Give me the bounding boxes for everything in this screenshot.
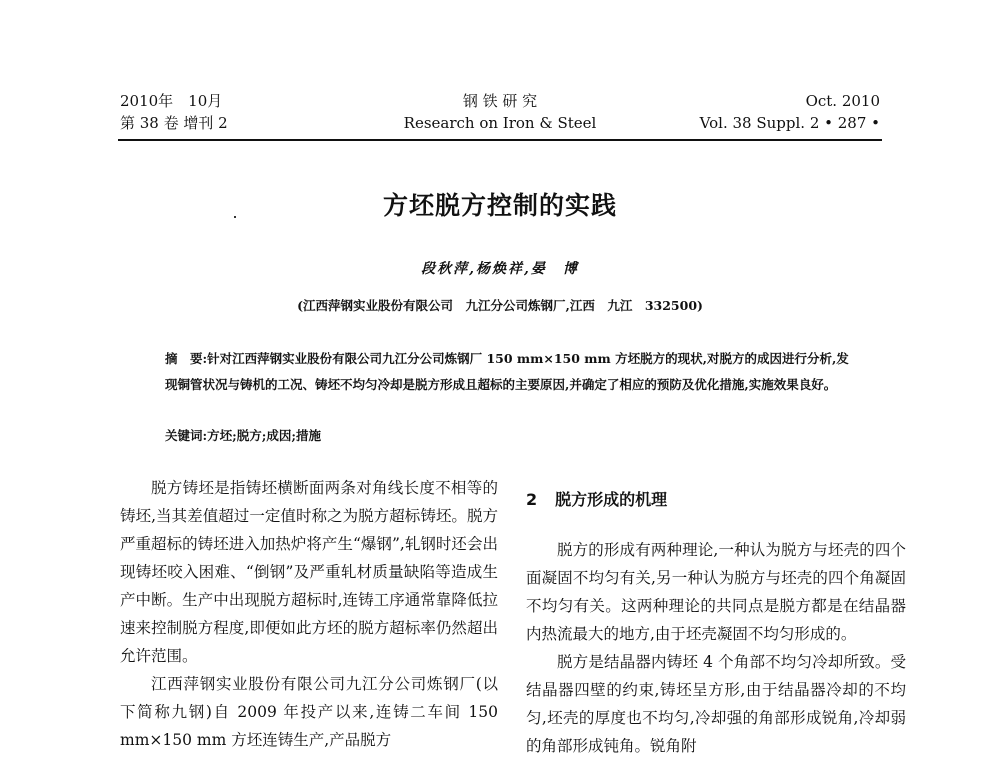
keywords-text: 方坯;脱方;成因;措施 bbox=[207, 428, 321, 443]
journal-name bbox=[360, 90, 640, 134]
authors: 段秋萍,杨焕祥,晏 博 bbox=[421, 261, 579, 277]
section-title: 脱方形成的机理 bbox=[555, 490, 668, 509]
abstract bbox=[165, 346, 855, 398]
section-heading bbox=[526, 486, 906, 514]
volume-supplement: 第 38 卷 增刊 2 bbox=[120, 114, 228, 132]
issue-date: 2010年 10月 bbox=[120, 92, 223, 110]
intro-paragraph-1: 脱方铸坯是指铸坯横断面两条对角线长度不相等的铸坯,当其差值超过一定值时称之为脱方超标铸坯。脱方严重超标的铸坯进入加热炉将产生“爆钢”,轧钢时还会出现铸坯咬入困难、“倒钢”及严重轧材质量缺陷等造成生产中断。生产中出现脱方超标时,连铸工序通常靠降低拉速来控制脱方程度,即便如此方坯的脱方超标率仍然超出允许范围。 bbox=[120, 479, 498, 665]
paper-title: 方坯脱方控制的实践 bbox=[382, 191, 617, 220]
journal-date-volume bbox=[120, 90, 228, 134]
section-number: 2 bbox=[526, 490, 538, 509]
right-column bbox=[526, 486, 906, 760]
issue-date-en: Oct. 2010 bbox=[805, 92, 880, 110]
left-column bbox=[120, 474, 498, 754]
affiliation: (江西萍钢实业股份有限公司 九江分公司炼钢厂,江西 九江 332500) bbox=[297, 298, 703, 313]
mechanism-paragraph-1: 脱方的形成有两种理论,一种认为脱方与坯壳的四个面凝固不均匀有关,另一种认为脱方与坯壳的四个角凝固不均匀有关。这两种理论的共同点是脱方都是在结晶器内热流最大的地方,由于坯壳凝固不均匀形成的。 bbox=[526, 541, 906, 643]
header-rule bbox=[118, 139, 882, 141]
keywords-label: 关键词: bbox=[165, 428, 208, 443]
journal-date-volume-en bbox=[660, 90, 880, 134]
journal-name-en: Research on Iron & Steel bbox=[403, 114, 597, 132]
keywords bbox=[165, 426, 855, 444]
mechanism-paragraph-2: 脱方是结晶器内铸坯 4 个角部不均匀冷却所致。受结晶器四壁的约束,铸坯呈方形,由于结晶器冷却的不均匀,坯壳的厚度也不均匀,冷却强的角部形成锐角,冷却弱的角部形成钝角。锐角附 bbox=[526, 653, 906, 755]
volume-page-en: Vol. 38 Suppl. 2 • 287 • bbox=[699, 114, 880, 132]
abstract-text: 针对江西萍钢实业股份有限公司九江分公司炼钢厂 150 mm×150 mm 方坯脱方的现状,对脱方的成因进行分析,发现铜管状况与铸机的工况、铸坯不均匀冷却是脱方形成且超标的主要原因,并确定了相应的预防及优化措施,实施效果良好。 bbox=[165, 351, 849, 392]
journal-name-cn: 钢 铁 研 究 bbox=[462, 92, 538, 110]
abstract-label: 摘 要: bbox=[165, 351, 208, 366]
intro-paragraph-2: 江西萍钢实业股份有限公司九江分公司炼钢厂(以下简称九钢)自 2009 年投产以来,连铸二车间 150 mm×150 mm 方坯连铸生产,产品脱方 bbox=[120, 675, 498, 749]
